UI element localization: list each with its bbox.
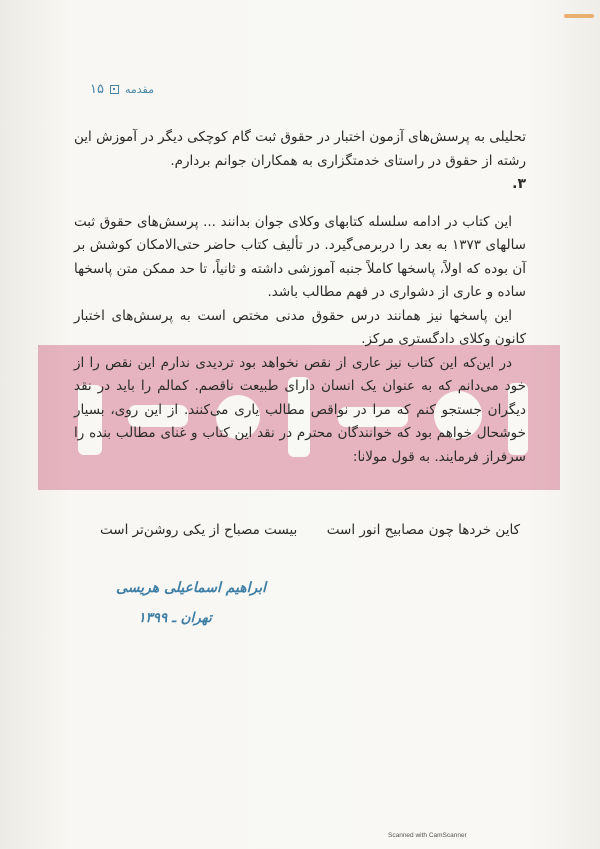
verse-hemistich-1: کاین خردها چون مصابیح انور است <box>326 522 520 538</box>
paragraph-3: در این‌که این کتاب نیز عاری از نقص نخواهد بود تردیدی ندارم این نقص را از خود می‌دانم که به عنوان یک انسان دارای طبیعت ناقصم. کمالم را باید در نقد دیگران جستجو کنم که مرا در نواقص مطالب یاری می‌کنند. از این روی، بسیار خوشحال خواهم بود که خوانندگان محترم در نقد این کتاب و غنای مطالب بنده را سرفراز فرمایند. به قول مولانا: <box>74 354 526 465</box>
paragraph-1: این کتاب در ادامه سلسله کتابهای وکلای جوان بدانند ... پرسش‌های حقوق ثبت سالهای ۱۳۷۳ به بعد را دربرمی‌گیرد. در تألیف کتاب حاضر حتی‌الامکان کوشش بر آن بوده که اولاً، پاسخها کاملاً جنبه آموزشی داشته و ثانیاً، تا حد ممکن متن پاسخها ساده و عاری از دشواری در فهم مطالب باشد. <box>74 213 526 300</box>
running-head <box>90 82 154 97</box>
poem-verse <box>100 522 520 538</box>
main-text <box>74 126 526 469</box>
place-date: تهران ـ ۱۳۹۹ <box>138 610 212 626</box>
verse-hemistich-2: بیست مصباح از یکی روشن‌تر است <box>100 522 298 538</box>
page-number: ۱۵ <box>90 82 104 97</box>
paragraph-2: این پاسخها نیز همانند درس حقوق مدنی مختص است به پرسش‌های اختبار کانون وکلای دادگستری مرکز. <box>74 307 526 347</box>
author-name: ابراهیم اسماعیلی هریسی <box>115 580 267 596</box>
scanner-note: Scanned with CamScanner <box>388 832 467 839</box>
intro-paragraph: تحلیلی به پرسش‌های آزمون اختبار در حقوق ثبت گام کوچکی دیگر در آموزش این رشته از حقوق در راستای خدمتگزاری به همکاران جوانم بردارم. <box>74 129 526 169</box>
page-corner-mark <box>564 14 594 18</box>
square-bullet-icon <box>110 85 119 94</box>
chapter-title: مقدمه <box>124 83 154 96</box>
section-number: ۳. <box>512 176 526 192</box>
